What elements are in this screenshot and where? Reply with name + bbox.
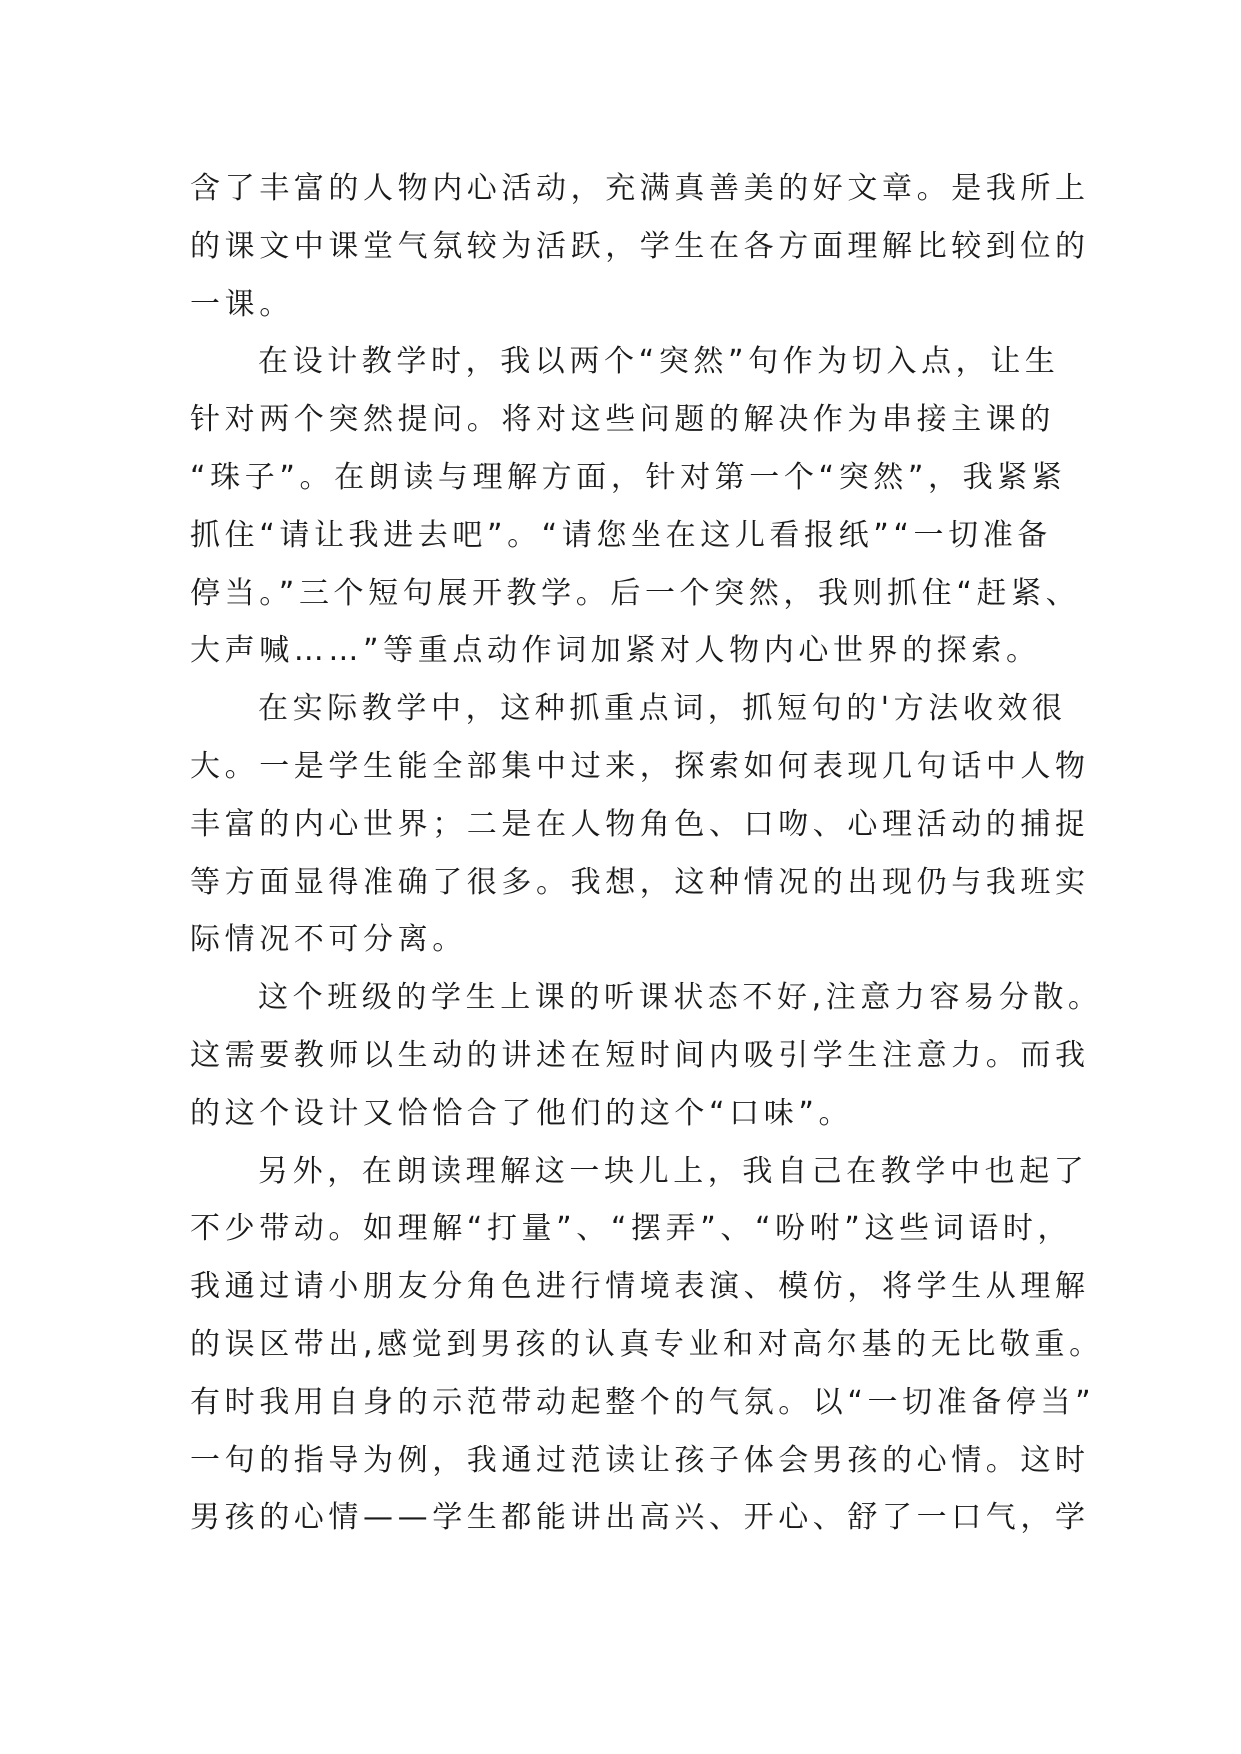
text-line: 抓住“请让我进去吧”。“请您坐在这儿看报纸”“一切准备 [190,517,1052,553]
text-line: 停当。”三个短句展开教学。后一个突然，我则抓住“赶紧、 [190,575,1081,611]
text-line: 一句的指导为例，我通过范读让孩子体会男孩的心情。这时 [190,1442,1090,1478]
text-line: “珠子”。在朗读与理解方面，针对第一个“突然”，我紧紧 [190,459,1067,495]
text-line: 等方面显得准确了很多。我想，这种情况的出现仍与我班实 [190,864,1090,900]
text-line: 际情况不可分离。 [190,922,467,958]
text-line: 一课。 [190,286,294,322]
paragraph-2 [190,333,1081,680]
text-line: 这需要教师以生动的讲述在短时间内吸引学生注意力。而我 [190,1037,1090,1073]
text-line: 的课文中课堂气氛较为活跃，学生在各方面理解比较到位的 [190,228,1090,264]
text-line: 男孩的心情——学生都能讲出高兴、开心、舒了一口气，学 [190,1500,1090,1536]
paragraph-4 [190,969,1103,1142]
document-body [190,160,1104,1547]
text-line: 我通过请小朋友分角色进行情境表演、模仿，将学生从理解 [190,1269,1090,1305]
text-line: 含了丰富的人物内心活动，充满真善美的好文章。是我所上 [190,171,1090,206]
text-line: 在实际教学中，这种抓重点词，抓短句的'方法收效很 [258,691,1067,727]
paragraph-1 [190,160,1090,333]
paragraph-3 [190,680,1090,969]
text-line: 有时我用自身的示范带动起整个的气氛。以“一切准备停当” [190,1384,1096,1420]
text-line: 丰富的内心世界；二是在人物角色、口吻、心理活动的捕捉 [190,806,1090,842]
text-line: 这个班级的学生上课的听课状态不好,注意力容易分散。 [258,980,1103,1016]
text-line: 不少带动。如理解“打量”、“摆弄”、“吩咐”这些词语时， [190,1211,1073,1247]
text-line: 另外，在朗读理解这一块儿上，我自己在教学中也起了 [258,1153,1089,1189]
text-line: 的误区带出,感觉到男孩的认真专业和对高尔基的无比敬重。 [190,1326,1104,1362]
text-line: 大声喊……”等重点动作词加紧对人物内心世界的探索。 [190,633,1041,669]
text-line: 在设计教学时，我以两个“突然”句作为切入点，让生 [258,344,1060,380]
text-line: 大。一是学生能全部集中过来，探索如何表现几句话中人物 [190,748,1090,784]
paragraph-5 [190,1143,1104,1548]
text-line: 针对两个突然提问。将对这些问题的解决作为串接主课的 [190,402,1055,438]
text-line: 的这个设计又恰恰合了他们的这个“口味”。 [190,1095,854,1131]
